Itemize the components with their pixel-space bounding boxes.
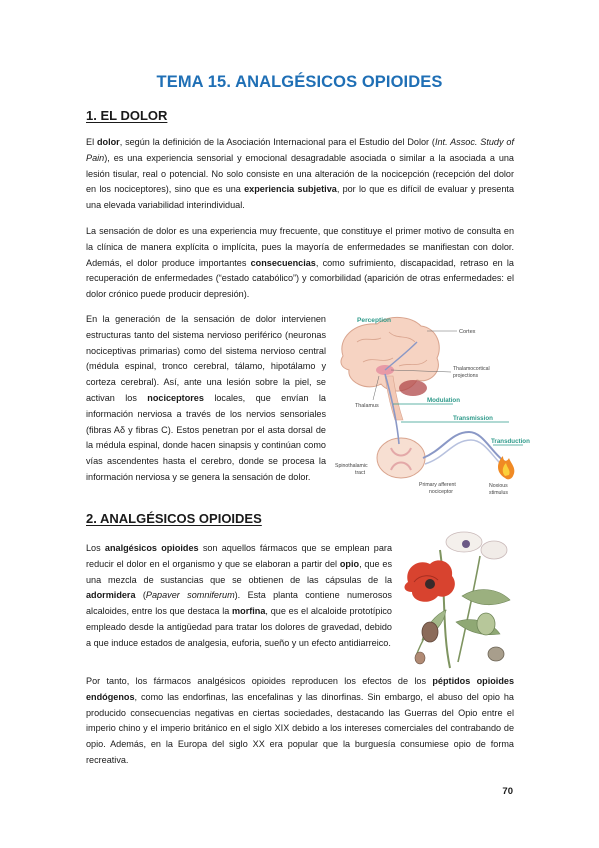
poppy-seed-pod xyxy=(415,652,425,664)
label-thalamocortical: Thalamocortical xyxy=(453,366,490,372)
cerebellum-shape xyxy=(399,380,427,396)
spinal-cord-section xyxy=(377,438,425,478)
afferent-nerve-pathway xyxy=(423,432,505,462)
label-thalamus: Thalamus xyxy=(355,403,379,409)
label-stimulus: stimulus xyxy=(489,490,509,496)
white-flower-2 xyxy=(481,541,507,559)
poppy-capsule xyxy=(477,613,495,635)
poppy-capsule-2 xyxy=(422,622,438,642)
label-noxious: Noxious xyxy=(489,483,508,489)
label-nociceptor: nociceptor xyxy=(429,489,453,495)
label-spinothalamic: Spinothalamic xyxy=(335,463,368,469)
pain-pathway-figure xyxy=(333,312,530,502)
poppy-illustration xyxy=(400,530,518,670)
paragraph-opioides-definicion: Los analgésicos opioides son aquellos fármacos que se emplean para reducir el dolor en el organismo y que se elaboran a partir del opio, que es una mezcla de sustancias que se obtienen de las cápsulas de la adormidera (Papaver somniferum). Esta planta contiene numerosos alcaloides, entre los que destaca la morfina, que es el alcaloide prototípico empleado desde la antigüedad para tratar los dolores de gravedad, debido a que induce estados de analgesia, euforia, sueño y un efecto antidiarreico. xyxy=(86,543,392,648)
red-flower-center xyxy=(425,579,435,589)
label-projections: projections xyxy=(453,373,479,379)
section-heading-el-dolor: 1. EL DOLOR xyxy=(86,108,168,123)
flower-center xyxy=(462,540,470,548)
label-transduction: Transduction xyxy=(491,438,530,445)
section-heading-analgesicos-opioides: 2. ANALGÉSICOS OPIOIDES xyxy=(86,511,262,526)
label-cortex: Cortex xyxy=(459,329,476,335)
poppy-stem-2 xyxy=(458,556,480,662)
label-transmission: Transmission xyxy=(453,415,493,422)
page-title: TEMA 15. ANALGÉSICOS OPIOIDES xyxy=(156,73,443,91)
paragraph-dolor-definition: El dolor, según la definición de la Asociación Internacional para el Estudio del Dolor (Int. Assoc. Study of Pain), es una experiencia sensorial y emocional desagradable asociada o similar a la asociada a una lesión tisular, real o potencial. No solo consiste en una alteración de la nocicepción (recepción del dolor en los nociceptores), sino que es una experiencia subjetiva, por lo que es difícil de evaluar y presenta una elevada variabilidad interindividual. xyxy=(86,137,514,211)
label-modulation: Modulation xyxy=(427,397,460,404)
page-number: 70 xyxy=(502,786,513,797)
label-perception: Perception xyxy=(357,317,392,324)
poppy-capsule-3 xyxy=(488,647,504,661)
poppy-leaf xyxy=(462,590,510,605)
paragraph-dolor-generacion: En la generación de la sensación de dolor intervienen estructuras tanto del sistema nervioso periférico (neuronas nociceptivas primarias) como del sistema nervioso central (médula espinal, tronco cerebral, tálamo, hipotálamo y corteza cerebral). Así, ante una lesión sobre la piel, se activan los nociceptores locales, que envían la información nerviosa a través de los nervios sensoriales (fibras Aδ y fibras C). Estos penetran por el asta dorsal de la médula espinal, donde hacen sinapsis y continúan como vías ascendentes hasta el cerebro, donde se procesa la información nerviosa y se genera la sensación de dolor. xyxy=(86,314,326,482)
paragraph-opioides-historia: Por tanto, los fármacos analgésicos opioides reproducen los efectos de los péptidos opioides endógenos, como las endorfinas, las encefalinas y las dinorfinas. Sin embargo, el abuso del opio ha producido consecuencias negativas en ciertas sociedades, destacando las Guerras del Opio entre el imperio chino y el imperio británico en el siglo XIX debido a los intereses comerciales del contrabando de opio. Además, en la Europa del siglo XX era popular que la burguesía consumiese opio de forma recreativa. xyxy=(86,676,515,765)
label-primary-afferent: Primary afferent xyxy=(419,482,456,488)
paragraph-dolor-consecuencias: La sensación de dolor es una experiencia muy frecuente, que constituye el primer motivo de consulta en la clínica de manera explícita o implícita, pues la mayoría de enfermedades se manifiestan con dolor. Además, el dolor produce importantes consecuencias, como sufrimiento, discapacidad, retraso en la recuperación de enfermedades (“estado catabólico”) y comorbilidad (aparición de otras enfermedades: el dolor crónico puede producir depresión). xyxy=(86,226,514,300)
label-tract: tract xyxy=(355,470,366,476)
